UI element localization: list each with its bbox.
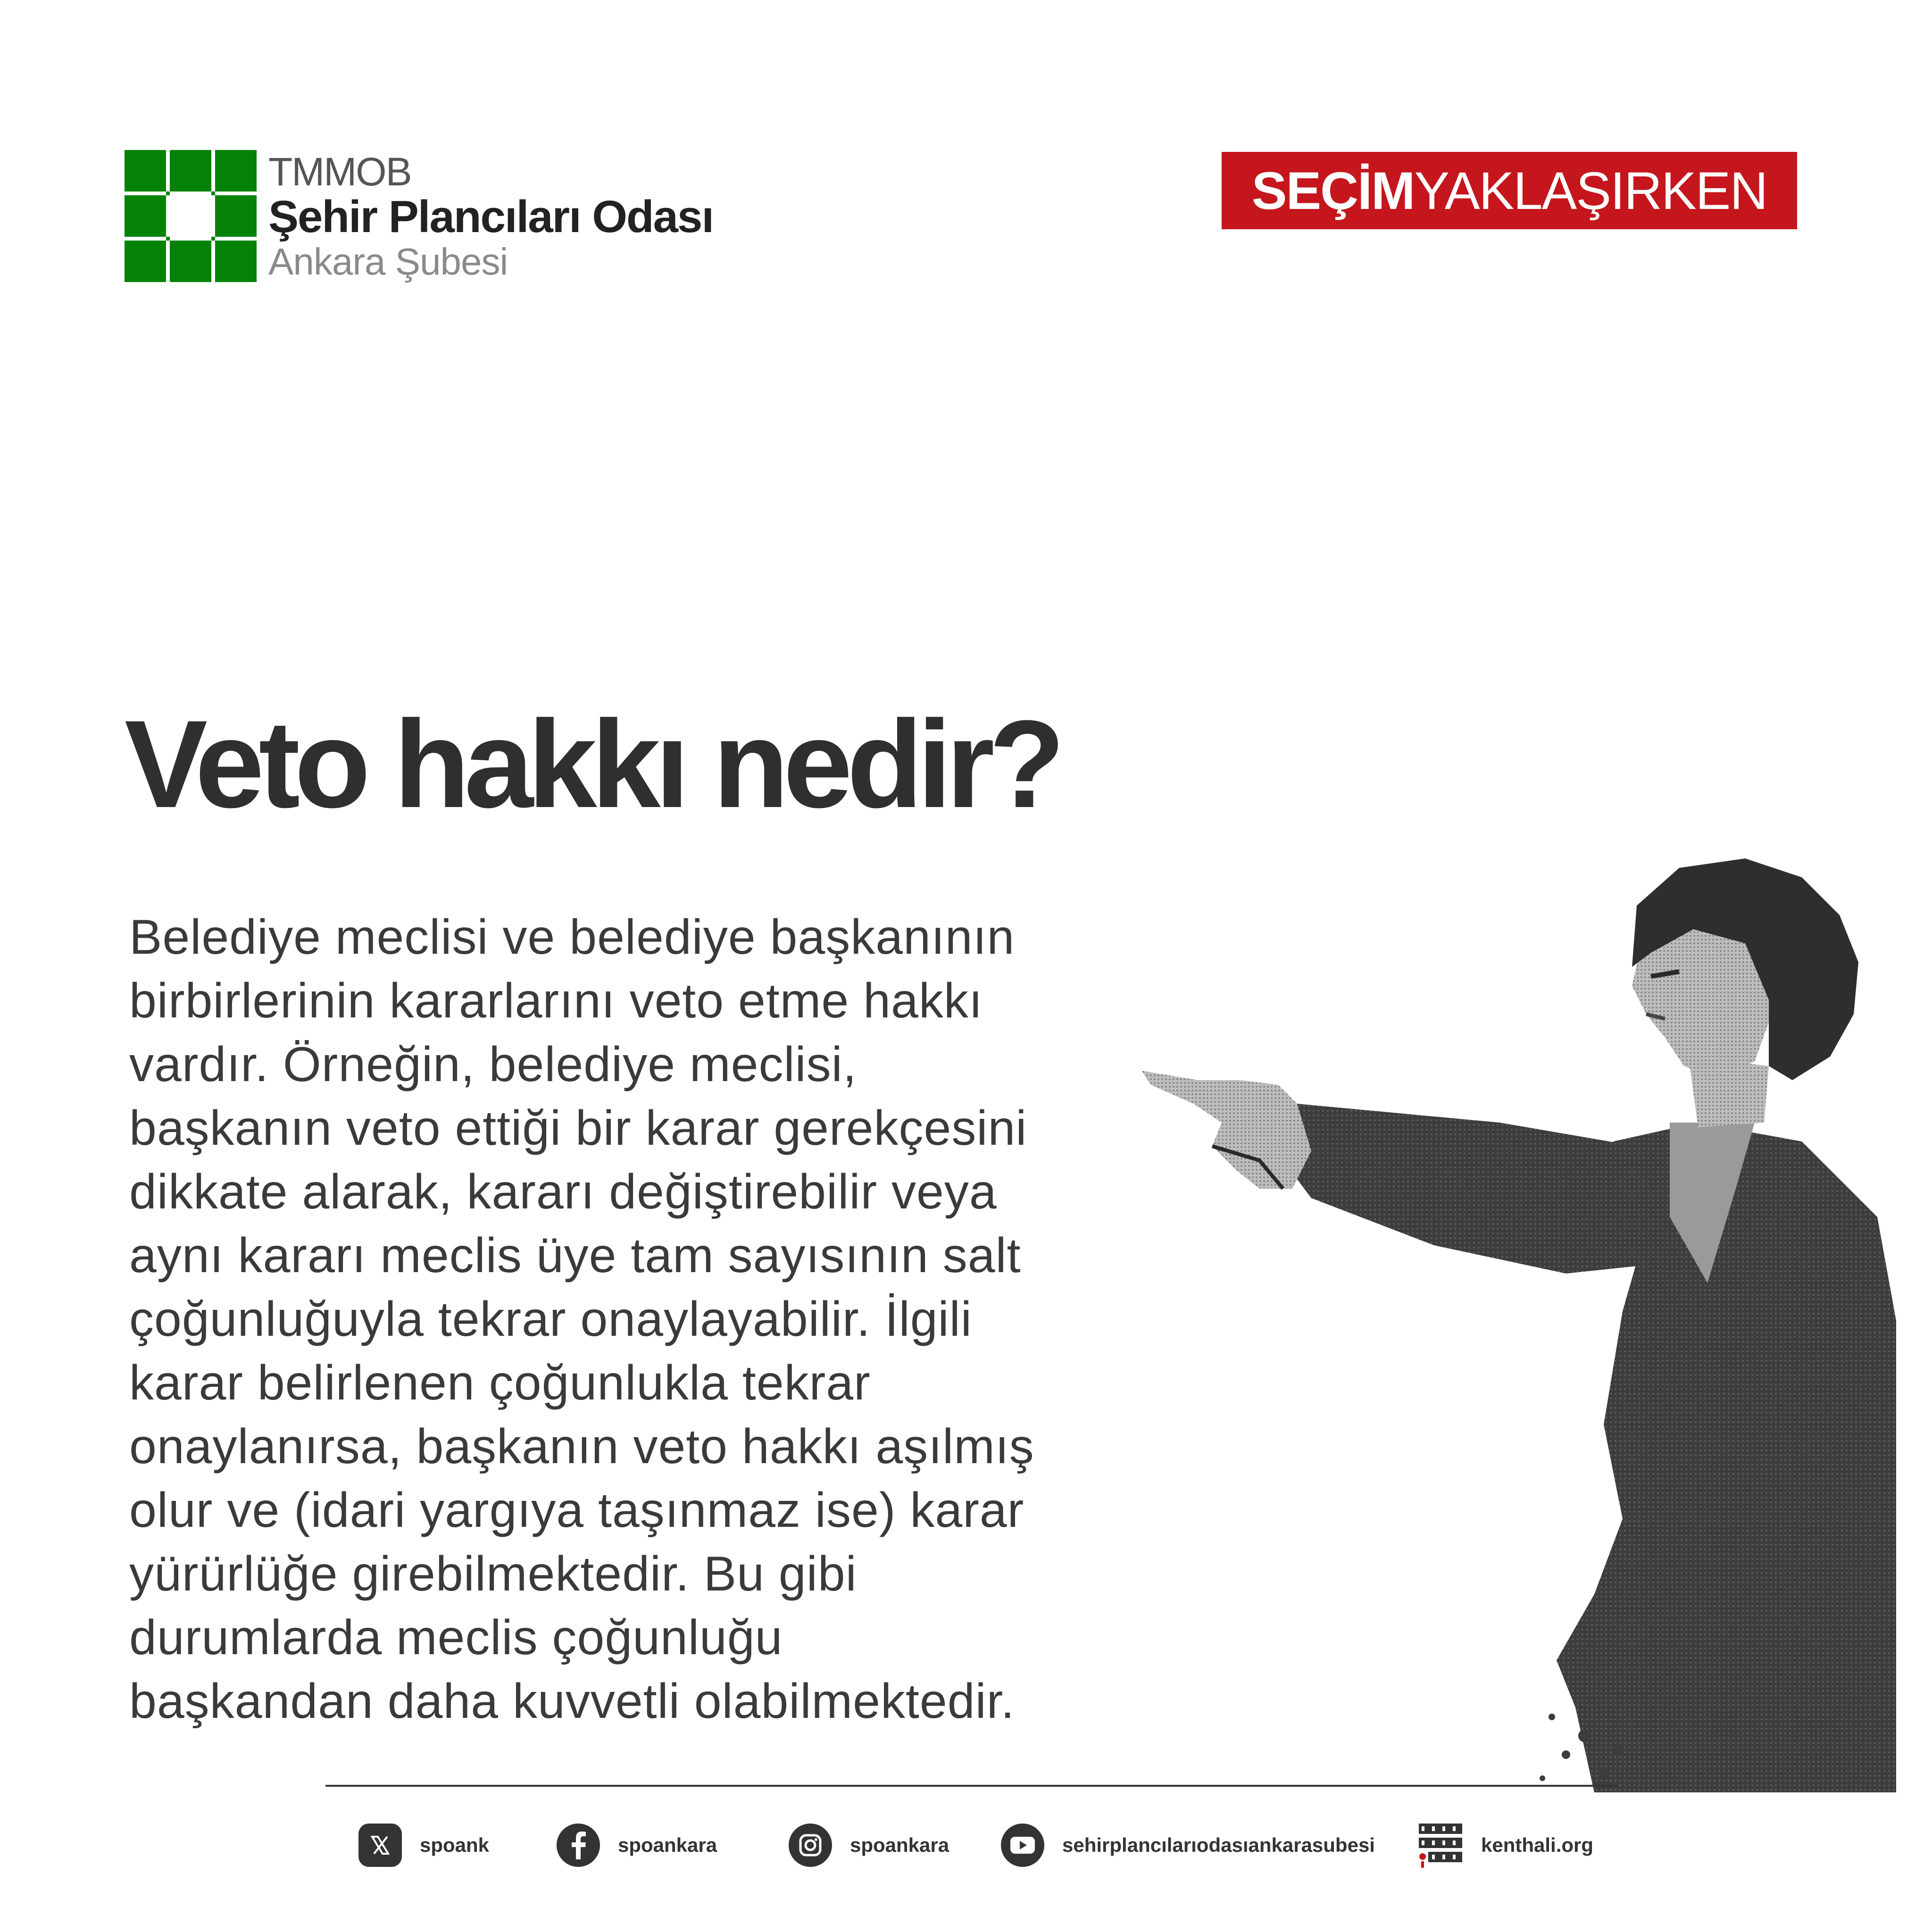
social-link-facebook[interactable] [557, 1823, 717, 1868]
body-line: çoğunluğuyla tekrar onaylayabilir. İlgili [129, 1292, 972, 1347]
facebook-icon [557, 1824, 600, 1867]
badge-light-text: YAKLAŞIRKEN [1414, 161, 1767, 220]
logo-text [268, 150, 713, 283]
election-badge [1222, 152, 1797, 229]
logo-branch-name: Ankara Şubesi [268, 241, 508, 283]
body-line: birbirlerinin kararlarını veto etme hakkı [129, 974, 983, 1028]
footer-divider [325, 1785, 1618, 1787]
x-icon [358, 1824, 402, 1867]
logo-chamber-name: Şehir Plancıları Odası [268, 192, 714, 242]
organization-logo [125, 150, 738, 282]
body-paragraph [129, 906, 1120, 1733]
social-label: kenthali.org [1481, 1834, 1594, 1856]
social-link-x[interactable] [358, 1823, 489, 1868]
body-line: yürürlüğe girebilmektedir. Bu gibi [129, 1547, 857, 1601]
body-line: başkanın veto ettiği bir karar gerekçesini [129, 1101, 1027, 1156]
social-label: spoankara [618, 1834, 717, 1856]
social-label: sehirplancılarıodasıankarasubesi [1062, 1834, 1375, 1856]
social-label: spoankara [850, 1834, 949, 1856]
body-line: Belediye meclisi ve belediye başkanının [129, 910, 1015, 965]
pointing-woman-illustration [1141, 858, 1896, 1792]
logo-org-name: TMMOB [268, 150, 411, 194]
youtube-icon [1001, 1824, 1044, 1867]
body-line: aynı kararı meclis üye tam sayısının salt [129, 1228, 1021, 1283]
kenthali-logo-icon [1418, 1822, 1463, 1869]
social-link-youtube[interactable] [1001, 1823, 1375, 1868]
body-line: dikkate alarak, kararı değiştirebilir veya [129, 1165, 997, 1219]
body-line: durumlarda meclis çoğunluğu [129, 1610, 783, 1665]
body-line: karar belirlenen çoğunlukla tekrar [129, 1356, 871, 1410]
social-link-kenthali[interactable] [1418, 1823, 1593, 1868]
body-line: başkandan daha kuvvetli olabilmektedir. [129, 1674, 1015, 1729]
body-line: onaylanırsa, başkanın veto hakkı aşılmış [129, 1419, 1034, 1474]
social-link-instagram[interactable] [789, 1823, 949, 1868]
badge-strong-text: SEÇİM [1251, 161, 1415, 220]
body-line: olur ve (idari yargıya taşınmaz ise) karar [129, 1483, 1024, 1538]
social-label: spoank [420, 1834, 490, 1856]
page-title: Veto hakkı nedir? [125, 694, 1059, 833]
instagram-icon [789, 1824, 832, 1867]
logo-grid-mark [125, 150, 257, 282]
body-line: vardır. Örneğin, belediye meclisi, [129, 1037, 857, 1092]
